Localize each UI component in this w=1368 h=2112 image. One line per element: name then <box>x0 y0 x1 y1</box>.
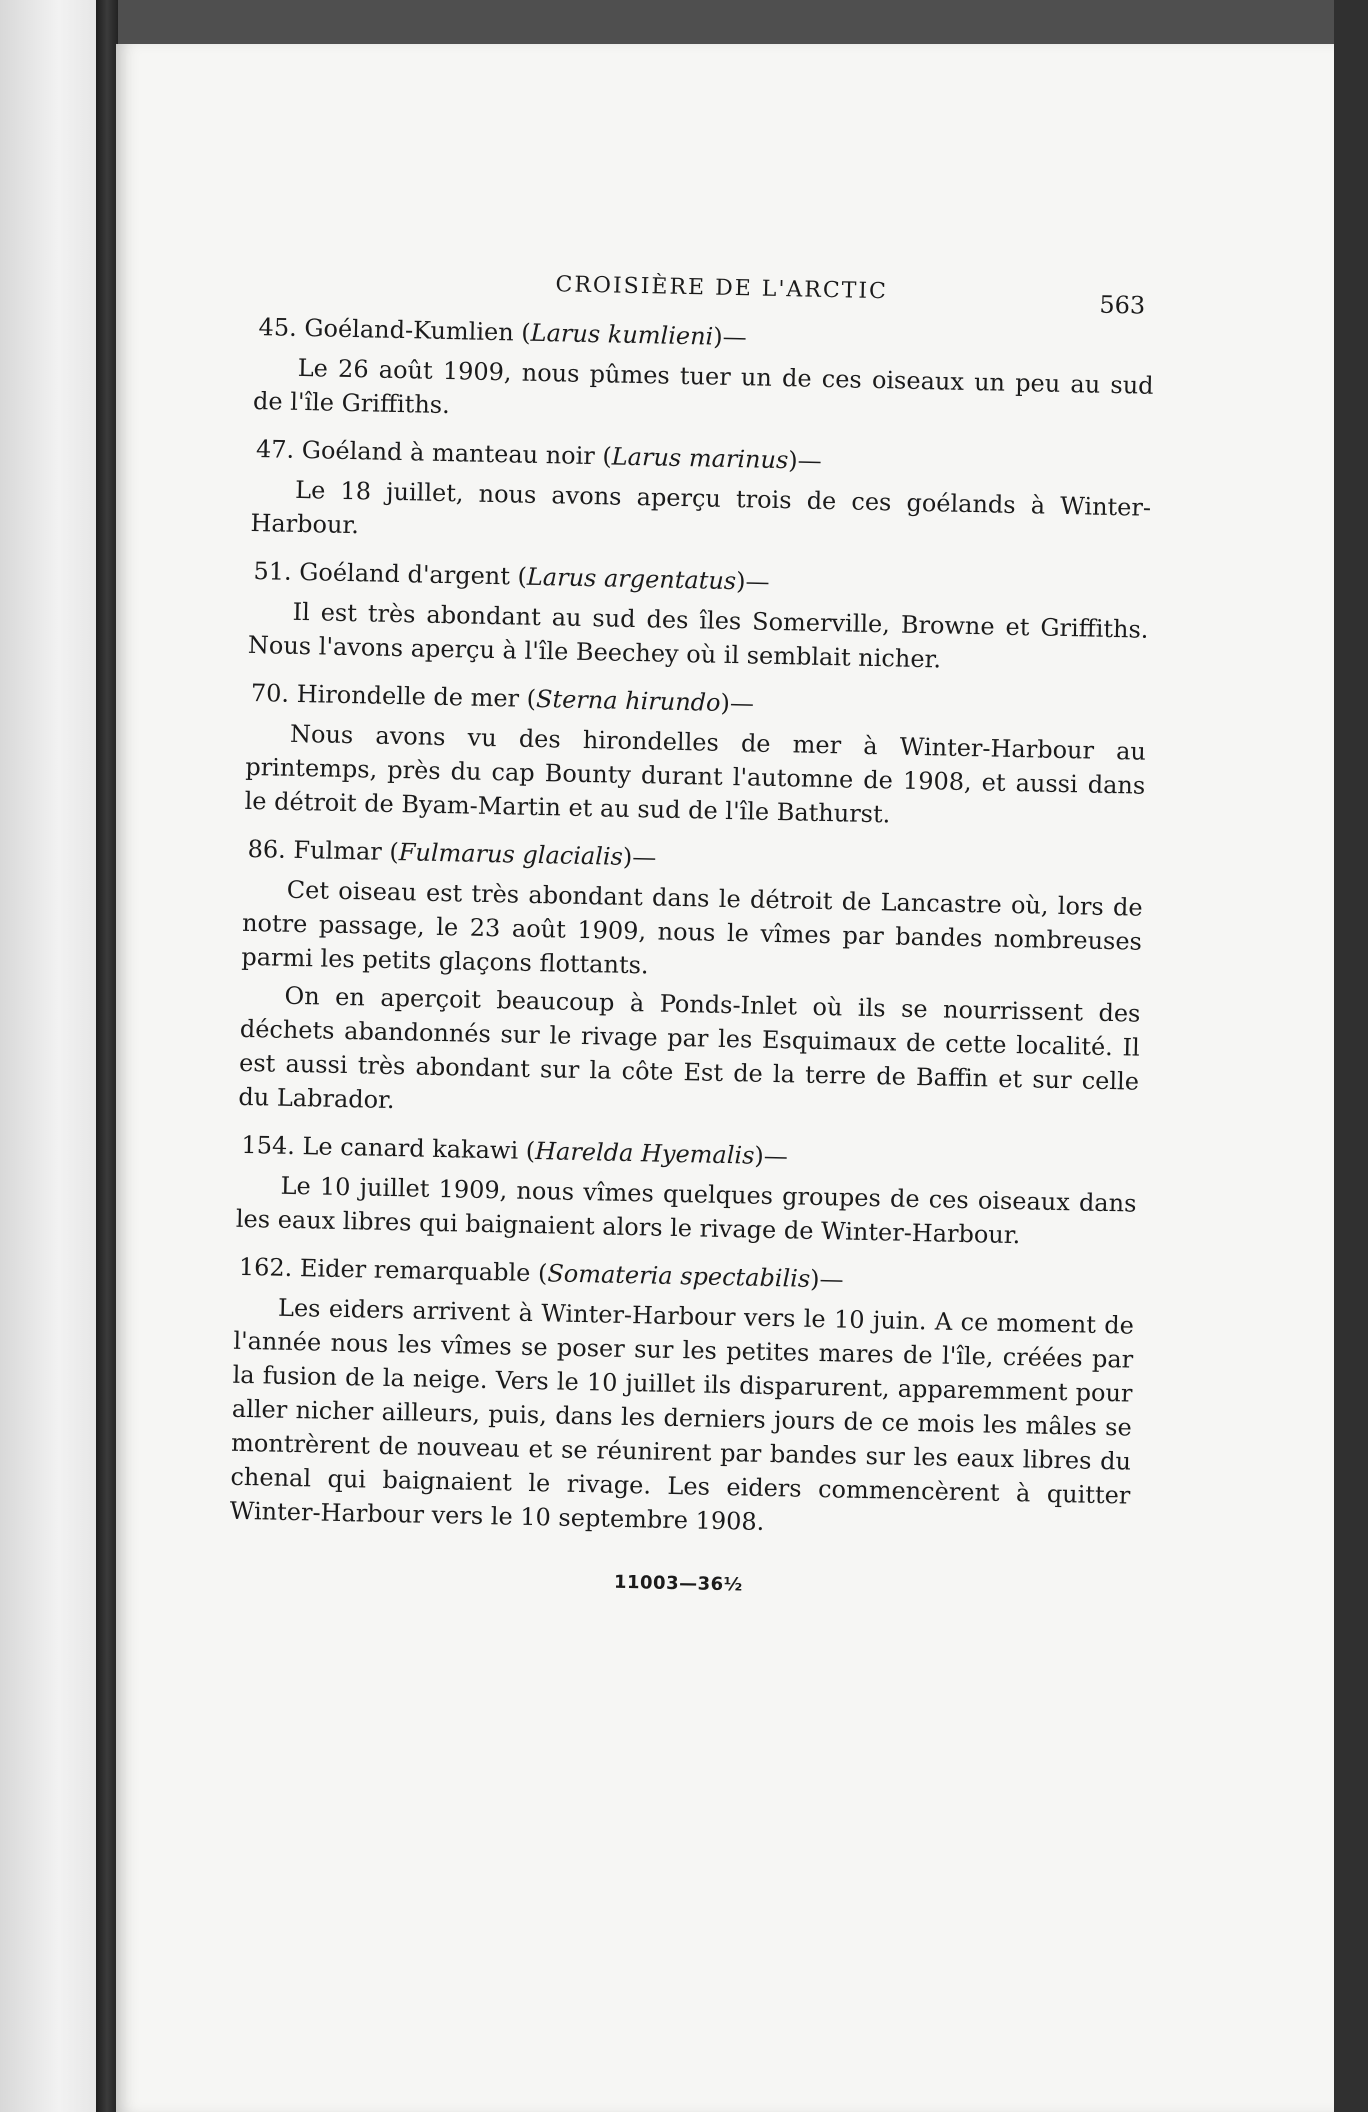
species-entry <box>250 432 1152 559</box>
text-block <box>228 260 1156 1611</box>
entry-number: 162. <box>238 1252 293 1282</box>
entry-number: 154. <box>241 1130 296 1161</box>
entry-heading: 45. Goéland-Kumlien (Larus kumlieni)— <box>258 313 747 352</box>
latin-name: Sterna hirundo <box>535 684 721 717</box>
entry-paragraph: Nous avons vu des hirondelles de mer à Winter-Harbour au printemps, près du cap Bounty durant l'automne de 1908, et aussi dans le détroit de Byam-Martin et au sud de l'île Bathurst. <box>244 719 1147 829</box>
entry-number: 86. <box>247 834 287 864</box>
entry-paragraph: Le 18 juillet, nous avons aperçu trois de ces goélands à Winter-Harbour. <box>250 475 1152 540</box>
page-number: 563 <box>1099 290 1146 320</box>
common-name: Hirondelle de mer <box>296 679 520 713</box>
entry-number: 45. <box>258 313 298 342</box>
entry-number: 47. <box>255 435 295 464</box>
book-gutter <box>96 0 118 2112</box>
entry-paragraph: Les eiders arrivent à Winter-Harbour vers le 10 juin. A ce moment de l'année nous les vîmes se poser sur les petites mares de l'île, créées par la fusion de la neige. Vers le 10 juillet ils disparurent, apparemment pour aller nicher ailleurs, puis, dans les derniers jours de ce mois les mâles se montrèrent de nouveau et se réunirent par bandes sur les eaux libres du chenal qui baignaient le rivage. Les eiders commencèrent à quitter Winter-Harbour vers le 10 septembre 1908. <box>229 1293 1135 1536</box>
running-title: CROISIÈRE DE L'ARCTIC <box>555 272 889 305</box>
species-entry <box>238 832 1144 1133</box>
common-name: Goéland-Kumlien <box>304 314 515 347</box>
entry-paragraph: On en aperçoit beaucoup à Ponds-Inlet où ils se nourrissent des déchets abandonnés sur le rivage par les Esquimaux de cette localité. Il est aussi très abondant sur la côte Est de la terre de Baffin et sur celle du Labrador. <box>238 981 1141 1115</box>
species-entry <box>244 676 1147 837</box>
species-entry <box>253 310 1155 437</box>
common-name: Goéland d'argent <box>298 557 511 591</box>
entry-heading: 47. Goéland à manteau noir (Larus marinus)— <box>255 435 822 475</box>
entry-paragraph: Le 10 juillet 1909, nous vîmes quelques groupes de ces oiseaux dans les eaux libres qui baignaient alors le rivage de Winter-Harbour. <box>235 1171 1137 1250</box>
signature-mark: 11003—36½ <box>613 1571 743 1596</box>
species-entry <box>236 1128 1138 1255</box>
latin-name: Harelda Hyemalis <box>534 1137 755 1170</box>
common-name: Fulmar <box>293 835 383 866</box>
species-entries <box>229 310 1154 1547</box>
entry-heading: 154. Le canard kakawi (Harelda Hyemalis)— <box>241 1130 789 1171</box>
common-name: Goéland à manteau noir <box>301 436 596 471</box>
latin-name: Fulmarus glacialis <box>398 838 624 871</box>
entry-number: 70. <box>250 678 290 708</box>
entry-paragraph: Il est très abondant au sud des îles Somerville, Browne et Griffiths. Nous l'avons aperçu à l'île Beechey où il semblait nicher. <box>247 597 1149 674</box>
common-name: Eider remarquable <box>299 1254 531 1287</box>
latin-name: Larus kumlieni <box>530 318 714 351</box>
entry-heading: 162. Eider remarquable (Somateria spectabilis)— <box>238 1252 844 1294</box>
entry-heading: 86. Fulmar (Fulmarus glacialis)— <box>247 834 657 872</box>
entry-paragraph: Le 26 août 1909, nous pûmes tuer un de ces oiseaux un peu au sud de l'île Griffiths. <box>252 353 1154 420</box>
species-entry <box>229 1250 1135 1547</box>
entry-heading: 70. Hirondelle de mer (Sterna hirundo)— <box>250 678 755 718</box>
scan-border <box>1334 0 1368 2112</box>
species-entry <box>248 554 1150 681</box>
facing-page-edge <box>0 0 98 2112</box>
entry-paragraph: Cet oiseau est très abondant dans le détroit de Lancastre où, lors de notre passage, le 23 août 1909, nous le vîmes par bandes nombreuses parmi les petits glaçons flottants. <box>241 875 1143 980</box>
latin-name: Larus argentatus <box>526 562 737 596</box>
entry-number: 51. <box>253 557 292 586</box>
latin-name: Somateria spectabilis <box>547 1259 811 1293</box>
latin-name: Larus marinus <box>611 442 789 475</box>
common-name: Le canard kakawi <box>302 1132 519 1165</box>
entry-heading: 51. Goéland d'argent (Larus argentatus)— <box>253 557 770 596</box>
